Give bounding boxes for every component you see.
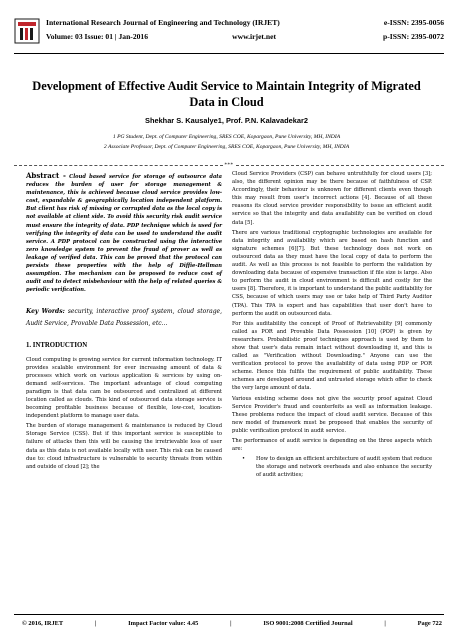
body-paragraph-5: The performance of audit service is depending on the three aspects which are: <box>232 438 432 453</box>
irjet-logo-icon <box>14 18 40 44</box>
body-paragraph-1: Cloud Service Providers (CSP) can behave untruthfully for cloud users [3]; also, the different opinion may be there because of faithfulness of CSP. Accordingly, their behaviour is unknown for different clients even though this may result from user's incorrect actions [4]. Because of all these reasons its cloud service provider responsibility to issue an efficient audit service so that the integrity and data availability can be verified on cloud data [5]. <box>232 171 432 226</box>
page-footer <box>22 620 442 627</box>
intro-paragraph-2: The burden of storage management & maintenance is reduced by Cloud Storage Service (CSS). But if this important service is susceptible to failure of attacks then this will be causing the irretrievable loss of user data as this data is not available locally with user. This risk can be caused due to: cloud infrastructure is vulnerable to security threats from within and outside of cloud [2]; the <box>26 423 222 470</box>
footer-copyright: © 2016, IRJET <box>22 620 64 627</box>
footer-page-number: Page 722 <box>417 620 442 627</box>
abstract <box>26 172 222 294</box>
affiliation-2: 2 Associate Professor, Dept. of Computer Engineering, SRES COE, Kopargaon, Pune University, MH, INDIA <box>103 144 350 150</box>
list-item <box>242 455 432 479</box>
p-issn: p-ISSN: 2395-0072 <box>383 32 444 41</box>
body-paragraph-2: There are various traditional cryptographic technologies are available for data integrity and availability which are based on hash function and signature schemes [6][7]. But these technology does not work on outsourced data as they must have the local copy of data to perform the audit. As well as this process is not feasible to perform the validation by downloading data because of expensive transaction if file size is large. Also to perform the audit in cloud environment is difficult and costly for the users [8]. Therefore, it is important to understand the public auditability for CSS, because of which users may use or take help of Third Party Auditor (TPA). This TPA is expert and has capabilities that user don't have to perform the audit on outsourced data. <box>232 229 432 317</box>
header-divider <box>14 53 444 54</box>
intro-paragraph-1: Cloud computing is growing service for current information technology. IT provides scalable environment for ever increasing amount of data & processes which work on various application & services by using on-demand self-services. The important advantage of cloud computing paradigm is that data cam be outsourced and centralized at different location called as clouds. This kind of outsourced data storage service is becoming profitable business because of flexible, low-cost, location-independent platform to manage user data. <box>26 356 222 420</box>
section-separator <box>14 161 444 169</box>
footer-divider-3: | <box>384 620 386 627</box>
list-item-text: How to design an efficient architecture of audit system that reduce the storage and network overheads and also enhance the security of audit activities; <box>256 456 432 479</box>
journal-volume: Volume: 03 Issue: 01 | Jan-2016 <box>46 32 149 41</box>
footer-impact-factor: Impact Factor value: 4.45 <box>128 620 199 627</box>
e-issn: e-ISSN: 2395-0056 <box>383 18 444 27</box>
footer-iso: ISO 9001:2008 Certified Journal <box>263 620 353 627</box>
footer-divider-2: | <box>230 620 232 627</box>
footer-divider <box>14 614 444 615</box>
paper-title: Development of Effective Audit Service to Maintain Integrity of Migrated Data in Cloud <box>32 79 421 109</box>
body-paragraph-4: Various existing scheme does not give the security proof against Cloud Service Provider's fraud and counterfeits as well as information leakage. These problems reduce the impact of cloud audit service. Because of this new model of framework must be proposed that enables the security of public verification protocol in audit service. <box>232 395 432 434</box>
keywords <box>26 306 222 330</box>
keywords-text: security, interactive proof system, cloud storage, Audit Service, Provable Data Possession, etc… <box>26 308 222 328</box>
journal-website[interactable]: www.irjet.net <box>232 32 276 41</box>
body-paragraph-3: For this auditability the concept of Proof of Retrievability [9] commonly called as POR and Provable Data Possession [10] (POP) is given by researchers. Probabilistic proof techniques approach is used by them to show that user's data remain intact without downloading it, and this is called as "Verification without Downloading." Anyone can use the verification protocol to prove the availability of data using PDP or POR scheme. Hence this fulfils the requirement of public auditability. These schemes are developed around and untrusted storage which offer to check the very large amount of data. <box>232 320 432 392</box>
journal-name: International Research Journal of Engineering and Technology (IRJET) <box>46 18 280 27</box>
abstract-label: Abstract - <box>26 171 66 180</box>
bullet-icon: • <box>242 456 246 463</box>
keywords-label: Key Words: <box>26 308 65 316</box>
introduction-heading: 1. INTRODUCTION <box>26 342 88 350</box>
abstract-text: Cloud based service for storage of outsource data reduces the burden of user for storage management & maintenance, this is achieved because cloud service provides low-cost, expandable & geographically location independent platform. But client has risk of missing or corrupted data as the local copy is not available at client side. To avoid this security risk audit service must ensure the integrity of data. PDP technique which is used for verifying the integrity of data can be used to understand the audit service. A PDP protocol can be constructed using the interactive zero knowledge system to prevent the fraud of prover as well as leakage of verified data. This can be proved that the protocol can persists these properties with the help of Diffie-Hellman assumption. The mechanism can be proposed to reduce cost of audit and to detect misbehaviour with the help of related queries & periodic verification. <box>26 174 223 294</box>
journal-header <box>14 16 444 50</box>
right-column <box>232 170 432 479</box>
footer-divider-1: | <box>94 620 97 627</box>
author-affiliations <box>20 132 433 152</box>
separator-stars: *** <box>224 162 234 168</box>
left-column <box>26 172 222 473</box>
affiliation-1: 1 PG Student, Dept. of Computer Engineering, SRES COE, Kopargaon, Pune University, MH, INDIA <box>112 134 341 140</box>
paper-authors: Shekhar S. Kausalye1, Prof. P.N. Kalavadekar2 <box>145 116 308 125</box>
